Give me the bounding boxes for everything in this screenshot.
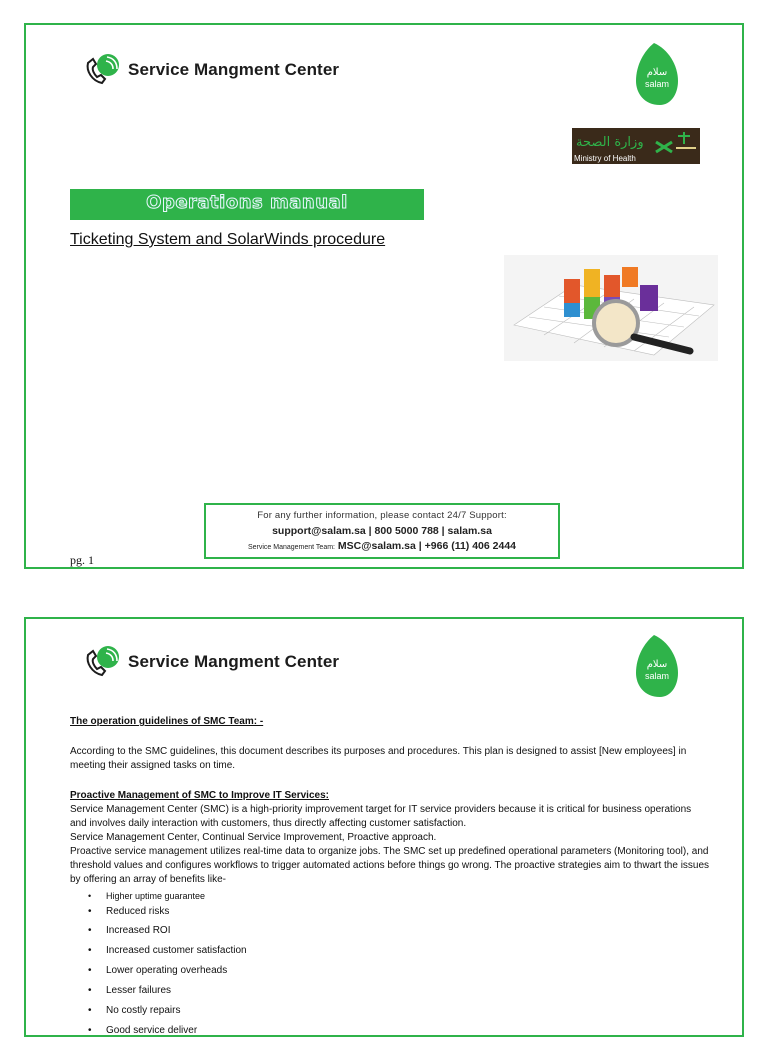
list-item: • Higher uptime guarantee [88, 891, 247, 902]
smc-logo-text: Service Mangment Center [128, 652, 340, 671]
list-item: • Lesser failures [88, 981, 247, 1001]
phone-icon [84, 645, 124, 679]
smc-paragraph: Service Management Center (SMC) is a high-priority improvement target for IT service providers because it is critical for business operations and involves daily interaction with customers, thus directly affecting customer satisfaction. [70, 804, 692, 829]
list-item: • Reduced risks [88, 902, 247, 921]
ministry-of-health-logo [572, 128, 700, 164]
phone-icon [84, 53, 124, 87]
guidelines-heading: The operation guidelines of SMC Team: - [70, 716, 264, 727]
smc-logo-text: Service Mangment Center [128, 60, 340, 79]
team-label: Service Management Team: [247, 544, 335, 551]
smc-logo [84, 645, 339, 679]
page-number: pg. 1 [70, 553, 94, 567]
svg-text:سلام: سلام [646, 67, 668, 78]
document-page-2 [24, 617, 744, 1037]
benefits-list [88, 891, 247, 1041]
smc-logo [84, 53, 339, 87]
svg-text:Ministry of Health: Ministry of Health [574, 154, 636, 163]
list-item: • Increased ROI [88, 921, 247, 941]
salam-logo [632, 633, 680, 699]
proactive-heading: Proactive Management of SMC to Improve IT Services: [70, 790, 329, 801]
salam-logo [632, 41, 680, 107]
document-subtitle: Ticketing System and SolarWinds procedure [70, 231, 386, 248]
team-contact: MSC@salam.sa | +966 (11) 406 2444 [337, 540, 517, 552]
svg-text:وزارة الصحة: وزارة الصحة [576, 135, 644, 150]
svg-text:salam: salam [644, 79, 670, 89]
list-item: • No costly repairs [88, 1001, 247, 1021]
contact-box [204, 503, 560, 559]
svg-text:سلام: سلام [646, 659, 668, 670]
banner-title: Operations manual [146, 192, 348, 213]
proactive-paragraph: Proactive service management utilizes real-time data to organize jobs. The SMC set up predefined operational parameters (Monitoring tool), and threshold values and configures workflows to trigger automated actions before things go wrong. The proactive strategies aim to thwart the issues by offering an array of benefits like- [70, 846, 710, 885]
list-item: • Lower operating overheads [88, 961, 247, 981]
keywords-line: Service Management Center, Continual Service Improvement, Proactive approach. [70, 832, 437, 843]
contact-line-3 [206, 540, 558, 552]
list-item: • Good service deliver [88, 1021, 247, 1041]
intro-paragraph: According to the SMC guidelines, this document describes its purposes and procedures. This plan is designed to assist [New employees] in meeting their assigned tasks on time. [70, 746, 687, 771]
operations-manual-banner [70, 189, 424, 220]
contact-line-1: For any further information, please contact 24/7 Support: [257, 510, 507, 521]
contact-line-2: support@salam.sa | 800 5000 788 | salam.sa [272, 525, 492, 537]
svg-text:salam: salam [644, 671, 670, 681]
list-item: • Increased customer satisfaction [88, 941, 247, 961]
document-page-1 [24, 23, 744, 569]
chart-magnifier-illustration [504, 255, 718, 361]
